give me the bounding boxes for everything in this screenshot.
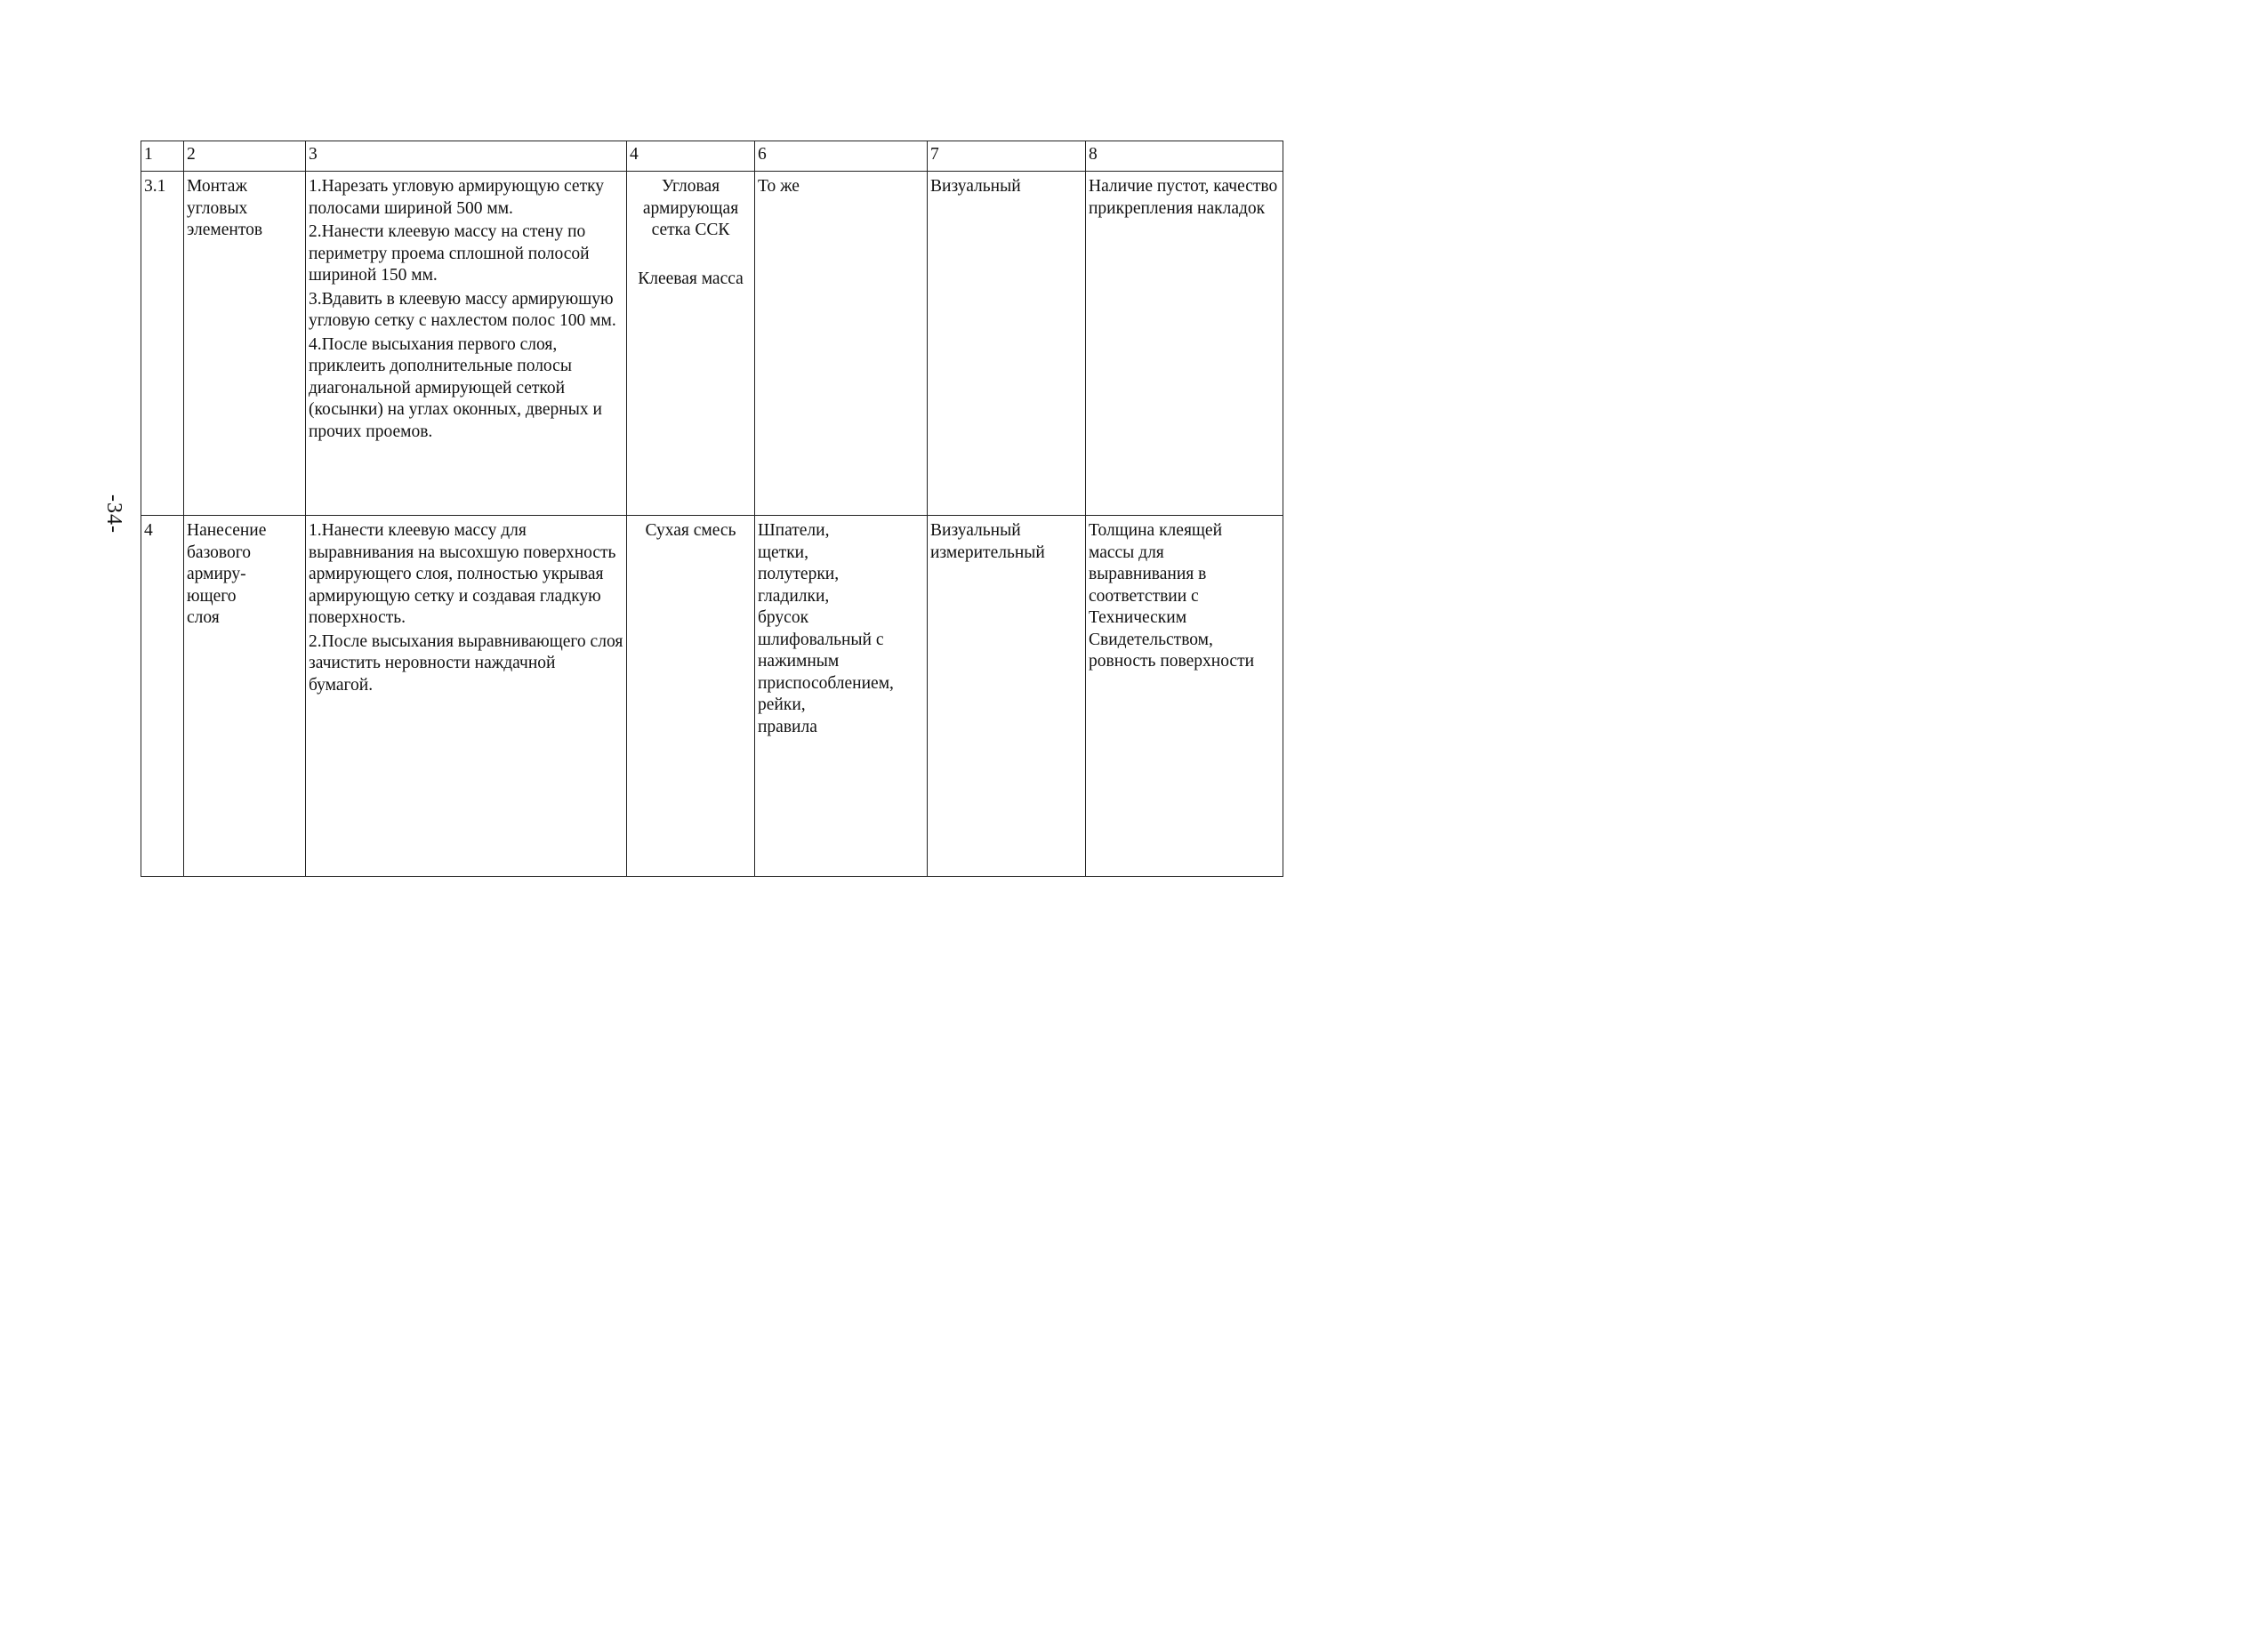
tool-item: приспособлением,	[758, 673, 894, 693]
work-steps	[306, 172, 627, 516]
control-criteria	[1086, 516, 1283, 877]
operation-line: Нанесение	[187, 521, 267, 540]
row-number: 3.1	[141, 172, 184, 516]
operation-line: Монтаж	[187, 177, 247, 196]
tool-item: брусок	[758, 608, 809, 627]
operation-line: элементов	[187, 221, 263, 239]
criteria-line: соответствии с	[1089, 586, 1199, 606]
operation-line: базового	[187, 542, 252, 562]
tools	[755, 516, 928, 877]
tool-item: щетки,	[758, 542, 808, 562]
tool-item: Шпатели,	[758, 521, 830, 540]
column-header: 1	[141, 141, 184, 172]
criteria-line: ровность поверхности	[1089, 652, 1255, 671]
column-header: 3	[306, 141, 627, 172]
control-criteria: Наличие пустот, качество прикрепления накладок	[1086, 172, 1283, 516]
control-method: Визуальный	[928, 172, 1086, 516]
material-item: Угловая армирующая сетка ССК	[642, 177, 739, 239]
material-item: Клеевая масса	[638, 269, 744, 288]
work-step: 1.Нанести клеевую массу для выравнивания на высохшую поверхность армирующего слоя, полностью укрывая армирующую сетку и создавая гладкую поверхность.	[309, 521, 616, 627]
criteria-line: выравнивания в	[1089, 565, 1207, 583]
column-header: 2	[184, 141, 306, 172]
row-number: 4	[141, 516, 184, 877]
column-header: 7	[928, 141, 1086, 172]
operation-line: угловых	[187, 198, 248, 218]
tool-item: правила	[758, 717, 817, 736]
criteria-line: Толщина клеящей	[1089, 521, 1223, 540]
control-method-line: измерительный	[930, 542, 1045, 562]
column-header: 6	[755, 141, 928, 172]
criteria-line: Свидетельством,	[1089, 630, 1213, 649]
operation-line: армиру-	[187, 565, 246, 583]
operation-line: ющего	[187, 586, 237, 606]
page-number: -34-	[102, 494, 125, 534]
column-header: 8	[1086, 141, 1283, 172]
operation-name	[184, 516, 306, 877]
work-step: 4.После высыхания первого слоя, приклеить дополнительные полосы диагональной армирующей сеткой (косынки) на углах оконных, дверных и прочих проемов.	[309, 334, 602, 441]
control-method-line: Визуальный	[930, 521, 1021, 540]
technology-table	[141, 141, 1283, 877]
materials	[627, 172, 755, 516]
work-step: 2.Нанести клеевую массу на стену по периметру проема сплошной полосой шириной 150 мм.	[309, 222, 590, 285]
tool-item: шлифовальный с	[758, 630, 884, 649]
tool-item: гладилки,	[758, 586, 830, 606]
work-step: 3.Вдавить в клеевую массу армируюшую угловую сетку с нахлестом полос 100 мм.	[309, 289, 616, 330]
work-step: 2.После высыхания выравнивающего слоя зачистить неровности наждачной бумагой.	[309, 631, 623, 695]
material-item: Сухая смесь	[645, 521, 736, 540]
work-steps	[306, 516, 627, 877]
materials	[627, 516, 755, 877]
control-method	[928, 516, 1086, 877]
tools: То же	[755, 172, 928, 516]
operation-line: слоя	[187, 608, 220, 627]
table-row	[141, 172, 1283, 516]
tool-item: рейки,	[758, 695, 806, 714]
header-row	[141, 141, 1283, 172]
tool-item: нажимным	[758, 652, 840, 671]
criteria-line: массы для	[1089, 542, 1164, 562]
tool-item: полутерки,	[758, 565, 840, 583]
work-step: 1.Нарезать угловую армирующую сетку полосами шириной 500 мм.	[309, 177, 605, 218]
column-header: 4	[627, 141, 755, 172]
criteria-line: Техническим	[1089, 608, 1187, 627]
operation-name	[184, 172, 306, 516]
table-row	[141, 516, 1283, 877]
